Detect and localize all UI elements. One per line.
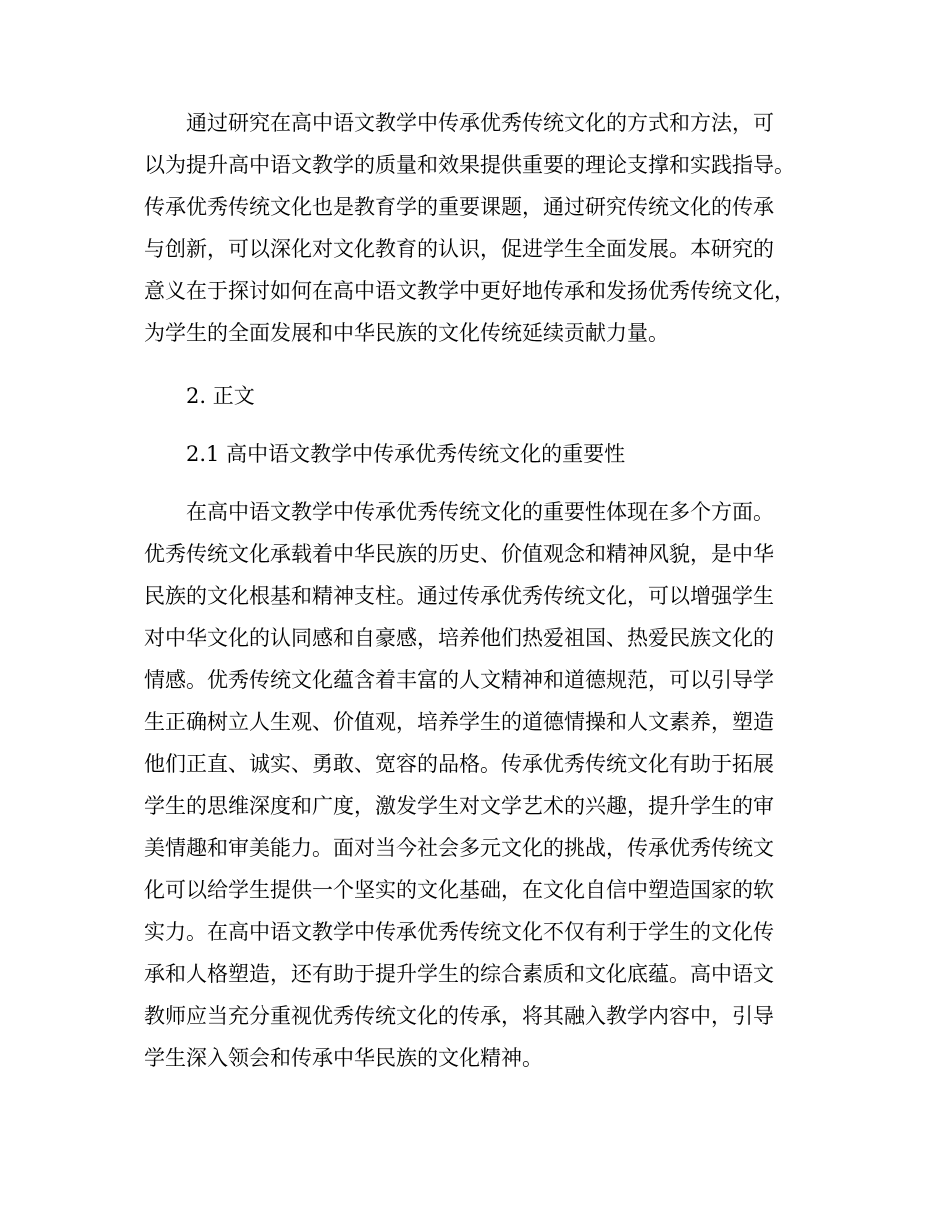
subsection-heading: 2.1 高中语文教学中传承优秀传统文化的重要性 <box>186 442 626 466</box>
paragraph-2-line-10: 化可以给学生提供一个坚实的文化基础，在文化自信中塑造国家的软 <box>144 878 774 902</box>
paragraph-2-line-1: 在高中语文教学中传承优秀传统文化的重要性体现在多个方面。 <box>186 500 774 524</box>
paragraph-2-line-14: 学生深入领会和传承中华民族的文化精神。 <box>144 1046 543 1070</box>
paragraph-2-line-5: 情感。优秀传统文化蕴含着丰富的人文精神和道德规范，可以引导学 <box>144 668 774 692</box>
paragraph-1-line-3: 传承优秀传统文化也是教育学的重要课题，通过研究传统文化的传承 <box>144 195 774 219</box>
paragraph-2-line-13: 教师应当充分重视优秀传统文化的传承，将其融入教学内容中，引导 <box>144 1004 774 1028</box>
paragraph-1-line-2: 以为提升高中语文教学的质量和效果提供重要的理论支撑和实践指导。 <box>144 153 795 177</box>
paragraph-1-line-4: 与创新，可以深化对文化教育的认识，促进学生全面发展。本研究的 <box>144 237 774 261</box>
paragraph-1-line-5: 意义在于探讨如何在高中语文教学中更好地传承和发扬优秀传统文化， <box>144 279 795 303</box>
paragraph-2-line-11: 实力。在高中语文教学中传承优秀传统文化不仅有利于学生的文化传 <box>144 920 774 944</box>
paragraph-1-line-6: 为学生的全面发展和中华民族的文化传统延续贡献力量。 <box>144 321 669 345</box>
paragraph-2-line-12: 承和人格塑造，还有助于提升学生的综合素质和文化底蕴。高中语文 <box>144 962 774 986</box>
paragraph-2-line-3: 民族的文化根基和精神支柱。通过传承优秀传统文化，可以增强学生 <box>144 584 774 608</box>
paragraph-1-line-1: 通过研究在高中语文教学中传承优秀传统文化的方式和方法，可 <box>186 111 774 135</box>
paragraph-2-line-2: 优秀传统文化承载着中华民族的历史、价值观念和精神风貌，是中华 <box>144 542 774 566</box>
paragraph-2-line-9: 美情趣和审美能力。面对当今社会多元文化的挑战，传承优秀传统文 <box>144 836 774 860</box>
paragraph-2-line-4: 对中华文化的认同感和自豪感，培养他们热爱祖国、热爱民族文化的 <box>144 626 774 650</box>
paragraph-2-line-7: 他们正直、诚实、勇敢、宽容的品格。传承优秀传统文化有助于拓展 <box>144 752 774 776</box>
paragraph-2-line-6: 生正确树立人生观、价值观，培养学生的道德情操和人文素养，塑造 <box>144 710 774 734</box>
section-heading: 2. 正文 <box>186 384 255 408</box>
paragraph-2-line-8: 学生的思维深度和广度，激发学生对文学艺术的兴趣，提升学生的审 <box>144 794 774 818</box>
